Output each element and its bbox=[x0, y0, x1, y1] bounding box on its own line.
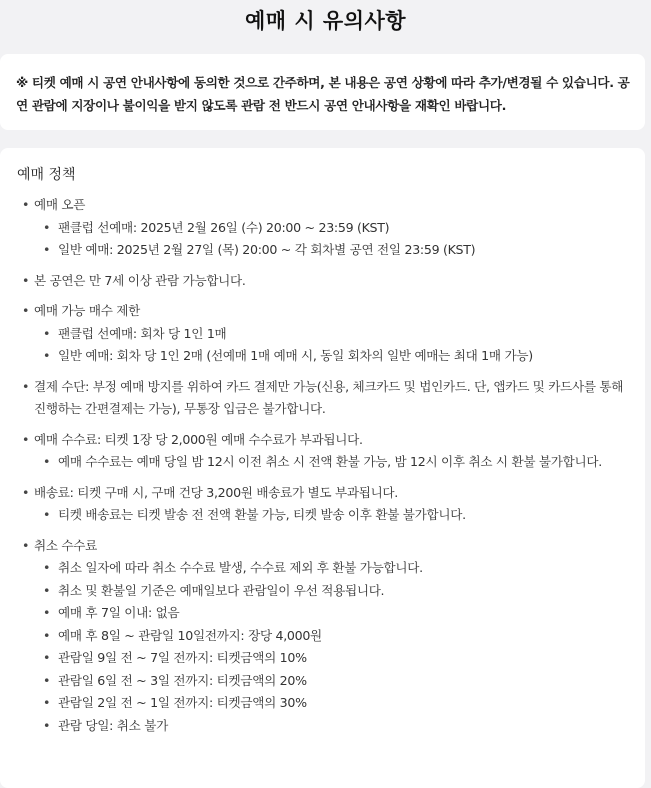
policy-title: 예매 정책 bbox=[17, 167, 76, 183]
policy-subitem: • 티켓 배송료는 티켓 발송 전 전액 환불 가능, 티켓 발송 이후 환불 불가합니다. bbox=[34, 504, 631, 527]
policy-subitem: • 관람일 2일 전 ~ 1일 전까지: 티켓금액의 30% bbox=[34, 692, 631, 715]
policy-card bbox=[0, 148, 645, 788]
policy-subitem: • 관람일 9일 전 ~ 7일 전까지: 티켓금액의 10% bbox=[34, 647, 631, 670]
policy-subitem: • 예매 후 7일 이내: 없음 bbox=[34, 602, 631, 625]
policy-subitem: • 취소 및 환불일 기준은 예매일보다 관람일이 우선 적용됩니다. bbox=[34, 580, 631, 603]
policy-item-label: 예매 수수료: 티켓 1장 당 2,000원 예매 수수료가 부과됩니다. bbox=[34, 431, 363, 447]
policy-subitem: • 일반 예매: 2025년 2월 27일 (목) 20:00 ~ 각 회차별 공연 전일 23:59 (KST) bbox=[34, 239, 631, 262]
policy-item-label: 예매 가능 매수 제한 bbox=[34, 303, 141, 318]
policy-sublist bbox=[34, 451, 631, 474]
notice-text: ※ 티켓 예매 시 공연 안내사항에 동의한 것으로 간주하며, 본 내용은 공연 상황에 따라 추가/변경될 수 있습니다. 공연 관람에 지장이나 불이익을 받지 않도록 관람 전 반드시 공연 안내사항을 재확인 바랍니다. bbox=[16, 75, 630, 113]
policy-item-label: 본 공연은 만 7세 이상 관람 가능합니다. bbox=[34, 272, 246, 288]
policy-subitem: • 팬클럽 선예매: 회차 당 1인 1매 bbox=[34, 323, 631, 346]
policy-item-ticket-limit bbox=[17, 300, 631, 368]
policy-subitem: • 관람 당일: 취소 불가 bbox=[34, 715, 631, 738]
policy-item-label: 예매 오픈 bbox=[34, 197, 86, 212]
policy-subitem: • 일반 예매: 회차 당 1인 2매 (선예매 1매 예매 시, 동일 회차의 일반 예매는 최대 1매 가능) bbox=[34, 345, 631, 368]
policy-sublist bbox=[34, 217, 631, 262]
policy-item-booking-open bbox=[17, 194, 631, 262]
policy-item-label: 배송료: 티켓 구매 시, 구매 건당 3,200원 배송료가 별도 부과됩니다. bbox=[34, 484, 399, 500]
policy-item-delivery-fee bbox=[17, 482, 631, 527]
policy-item-label: 취소 수수료 bbox=[34, 537, 98, 553]
policy-subitem: • 예매 수수료는 예매 당일 밤 12시 이전 취소 시 전액 환불 가능, 밤 12시 이후 취소 시 환불 불가합니다. bbox=[34, 451, 631, 474]
policy-item-label: 결제 수단: 부정 예매 방지를 위하여 카드 결제만 가능(신용, 체크카드 및 법인카드. 단, 앱카드 및 카드사를 통해 진행하는 간편결제는 가능), 무통장 입금은 불가합니다. bbox=[34, 378, 624, 416]
policy-item-payment bbox=[17, 376, 631, 421]
policy-subitem: • 팬클럽 선예매: 2025년 2월 26일 (수) 20:00 ~ 23:59 (KST) bbox=[34, 217, 631, 240]
policy-sublist bbox=[34, 323, 631, 368]
policy-subitem: • 관람일 6일 전 ~ 3일 전까지: 티켓금액의 20% bbox=[34, 670, 631, 693]
policy-list bbox=[17, 194, 631, 737]
policy-subitem: • 예매 후 8일 ~ 관람일 10일전까지: 장당 4,000원 bbox=[34, 625, 631, 648]
notice-card bbox=[0, 54, 645, 130]
policy-item-age-limit bbox=[17, 270, 631, 293]
policy-item-booking-fee bbox=[17, 429, 631, 474]
page-title: 예매 시 유의사항 bbox=[244, 9, 407, 33]
policy-item-cancel-fee bbox=[17, 535, 631, 738]
policy-subitem: • 취소 일자에 따라 취소 수수료 발생, 수수료 제외 후 환불 가능합니다. bbox=[34, 557, 631, 580]
policy-sublist bbox=[34, 504, 631, 527]
policy-sublist bbox=[34, 557, 631, 737]
